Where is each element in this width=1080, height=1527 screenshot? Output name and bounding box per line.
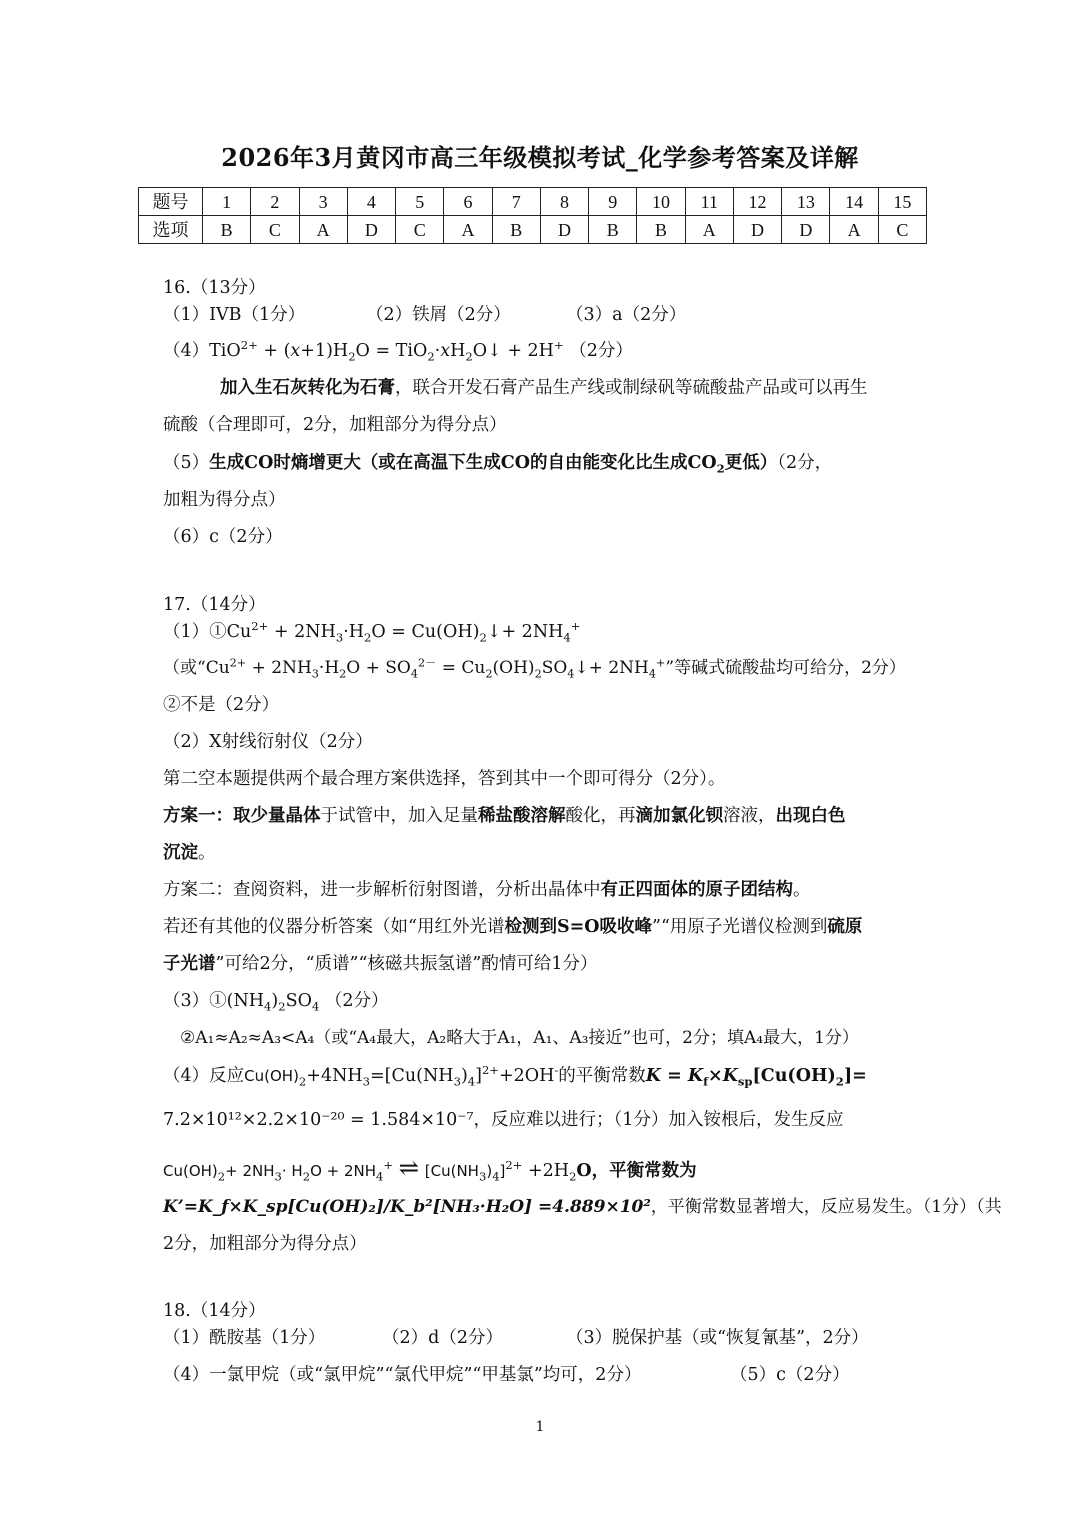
text: Cu(OH)	[163, 1162, 218, 1180]
table-cell: A	[444, 216, 492, 244]
q17-plan1-line2	[163, 845, 216, 863]
text: ]	[475, 1066, 482, 1086]
table-cell: A	[299, 216, 347, 244]
key-point: 滴加氯化钡	[635, 806, 723, 826]
sup: 2－	[418, 656, 437, 670]
key-point: ×K	[708, 1066, 738, 1086]
table-cell: 6	[444, 188, 492, 216]
sup: +	[570, 619, 581, 634]
table-cell: D	[540, 216, 588, 244]
text: (OH)	[264, 1067, 299, 1085]
table-cell: 9	[589, 188, 637, 216]
var: x	[440, 341, 451, 361]
table-cell: 11	[685, 188, 733, 216]
sub: 2	[339, 667, 347, 681]
q16-part3: （3）a（2分）	[566, 305, 687, 325]
text: ”等碱式硫酸盐均可给分，2分）	[665, 658, 906, 678]
sub: 2	[364, 630, 372, 645]
q18-part4: （4）一氯甲烷（或“氯甲烷”“氯代甲烷”“甲基氯”均可，2分）	[163, 1365, 642, 1385]
table-cell: C	[251, 216, 299, 244]
table-cell: 2	[251, 188, 299, 216]
text: ·H	[343, 622, 365, 642]
sub: 4	[264, 999, 272, 1014]
key-point: 加入生石灰转化为石膏	[220, 378, 395, 398]
q17-part1-alt-equation	[163, 656, 906, 681]
sup: +	[553, 338, 564, 353]
text: + 2NH	[246, 658, 312, 678]
text: 若还有其他的仪器分析答案（如“用红外光谱	[163, 917, 505, 937]
key-point: 稀盐酸溶解	[478, 806, 566, 826]
sub: 3	[335, 630, 344, 645]
sup: -	[554, 1063, 559, 1078]
text: 于试管中，加入足量	[320, 806, 478, 826]
q17-other-methods	[163, 919, 862, 937]
key-point: [Cu(OH)	[752, 1066, 836, 1086]
text: )	[271, 991, 279, 1011]
text: （1）①Cu	[163, 622, 252, 642]
table-cell: 13	[782, 188, 830, 216]
q17-part4-line4	[163, 1199, 1002, 1216]
text: 。	[793, 880, 811, 900]
sub: 2	[716, 461, 725, 476]
table-header-answer: 选项	[139, 216, 203, 244]
sup: +	[656, 656, 666, 670]
text: +1)H	[300, 341, 349, 361]
q16-header: 16.（13分）	[163, 278, 266, 298]
q18-header: 18.（14分）	[163, 1301, 266, 1321]
sub: 2	[569, 1169, 577, 1184]
q17-part2-note: 第二空本题提供两个最合理方案供选择，答到其中一个即可得分（2分）。	[163, 769, 726, 789]
q18-part3: （3）脱保护基（或“恢复氰基”，2分）	[566, 1328, 869, 1348]
text: ，联合开发石膏产品生产线或制绿矾等硫酸盐产品或可以再生	[395, 378, 868, 398]
q17-part1-equation	[163, 619, 581, 645]
table-cell: A	[830, 216, 878, 244]
table-cell: 5	[396, 188, 444, 216]
text: O = TiO	[355, 341, 428, 361]
table-cell: C	[878, 216, 926, 244]
answer-table	[138, 187, 927, 244]
sup: 2+	[505, 1158, 523, 1173]
text: （5）	[163, 453, 210, 473]
text: SO	[541, 658, 568, 678]
score: （2分）	[324, 991, 389, 1011]
sub: 4	[467, 1074, 476, 1089]
q16-part4-line2	[220, 380, 868, 398]
text: （或“Cu	[163, 658, 230, 678]
text: )	[486, 1162, 493, 1180]
key-point: K’=K_f×K_sp[Cu(OH)₂]/K_b²[NH₃·H₂O] =4.889×10²	[163, 1197, 651, 1217]
text: +2H	[522, 1161, 570, 1181]
text: +2OH	[498, 1066, 555, 1086]
text: ]	[499, 1162, 506, 1180]
q17-plan2	[163, 882, 811, 900]
sub: 4	[311, 999, 320, 1014]
q16-part6: （6）c（2分）	[163, 527, 283, 547]
text: ↓+ 2NH	[486, 622, 564, 642]
equilibrium-arrow-icon: ⇌	[398, 1153, 420, 1182]
text: 方案二：查阅资料，进一步解析衍射图谱，分析出晶体中	[163, 880, 601, 900]
sub: sp	[737, 1074, 753, 1089]
text: (OH)	[492, 658, 535, 678]
key-point: 沉淀	[163, 843, 198, 863]
text: O + SO	[346, 658, 411, 678]
text: （4）反应	[163, 1066, 245, 1086]
sup: +	[383, 1158, 394, 1173]
sup: 2+	[240, 338, 258, 353]
q17-part3-2: ②A₁≈A₂≈A₃<A₄（或“A₄最大，A₂略大于A₁，A₁、A₃接近”也可，2分；填A₄最大，1分）	[180, 1028, 859, 1048]
table-cell: 12	[733, 188, 781, 216]
q17-part1-2: ②不是（2分）	[163, 695, 280, 715]
q17-header: 17.（14分）	[163, 595, 266, 615]
sub: 3	[362, 1074, 371, 1089]
text: +4NH	[306, 1066, 363, 1086]
sub: 2	[485, 667, 493, 681]
sub: 2	[298, 1074, 307, 1089]
text: O = Cu(OH)	[371, 622, 480, 642]
score: （2分）	[569, 341, 633, 361]
key-point: K = K	[645, 1066, 704, 1086]
text: + 2NH	[268, 622, 336, 642]
q16-part4-equation	[163, 338, 633, 364]
table-cell: 4	[347, 188, 395, 216]
key-point: 出现白色	[775, 806, 846, 826]
q17-part4-line1	[163, 1063, 867, 1089]
key-point: 检测到S=O吸收峰	[504, 917, 652, 937]
table-row-numbers	[139, 188, 927, 216]
table-cell: A	[685, 216, 733, 244]
var: x	[290, 341, 301, 361]
sub: f	[703, 1074, 709, 1089]
key-point: O，平衡常数为	[576, 1161, 697, 1181]
table-cell: 3	[299, 188, 347, 216]
table-cell: B	[589, 216, 637, 244]
sub: 4	[410, 667, 419, 681]
sub: 4	[648, 667, 656, 681]
text: （2分，	[777, 453, 833, 473]
table-cell: D	[782, 216, 830, 244]
q16-part5-line2: 加粗为得分点）	[163, 490, 286, 510]
text: + (	[257, 341, 291, 361]
table-cell: B	[637, 216, 685, 244]
q18-part1: （1）酰胺基（1分）	[163, 1328, 326, 1348]
sub: 2	[835, 1074, 844, 1089]
sub: 3	[274, 1169, 282, 1184]
q17-part4-line2: 7.2×10¹²×2.2×10⁻²⁰ = 1.584×10⁻⁷，反应难以进行；（1分）加入铵根后，发生反应	[163, 1110, 844, 1130]
q17-part3	[163, 991, 389, 1014]
sub: 2	[465, 349, 473, 364]
q17-part4-equation	[163, 1153, 697, 1184]
key-point: 有正四面体的原子团结构	[600, 880, 793, 900]
sub: 4	[376, 1169, 384, 1184]
key-point: 子光谱	[163, 954, 216, 974]
text: [Cu(NH	[424, 1162, 479, 1180]
text: =[Cu(NH	[370, 1066, 454, 1086]
q17-part2: （2）X射线衍射仪（2分）	[163, 732, 373, 752]
sub: 2	[427, 349, 435, 364]
table-cell: 10	[637, 188, 685, 216]
text: ·H	[318, 658, 340, 678]
page-number: 1	[535, 1419, 545, 1435]
key-point: 生成CO时熵增更大（或在高温下生成CO的自由能变化比生成CO	[209, 453, 717, 473]
table-cell: 7	[492, 188, 540, 216]
text: 。	[198, 843, 216, 863]
text: )	[460, 1066, 468, 1086]
key-point: 方案一：取少量晶体	[163, 806, 321, 826]
text: 的平衡常数	[558, 1066, 646, 1086]
sub: 2	[217, 1169, 226, 1184]
sub: 4	[492, 1169, 500, 1184]
text: 酸化，再	[565, 806, 636, 826]
text: （4）TiO	[163, 341, 241, 361]
text: ↓+ 2NH	[574, 658, 649, 678]
text: H	[450, 341, 466, 361]
sup: 2+	[481, 1063, 499, 1078]
sub: 2	[278, 999, 286, 1014]
text: ，平衡常数显著增大，反应易发生。（1分）（共	[650, 1197, 1002, 1217]
q16-part5	[163, 453, 833, 476]
q16-part2: （2）铁屑（2分）	[366, 305, 511, 325]
table-row-answers	[139, 216, 927, 244]
table-cell: B	[203, 216, 251, 244]
key-point: 更低）	[724, 453, 778, 473]
table-cell: 1	[203, 188, 251, 216]
text: = Cu	[436, 658, 486, 678]
text: Cu	[244, 1067, 265, 1085]
sub: 2	[534, 667, 542, 681]
q16-part4-line3: 硫酸（合理即可，2分，加粗部分为得分点）	[163, 415, 507, 435]
text: · H	[281, 1162, 303, 1180]
text: + 2NH	[225, 1162, 275, 1180]
table-cell: 14	[830, 188, 878, 216]
sub: 4	[563, 630, 571, 645]
q17-other-methods-line2	[163, 956, 598, 974]
page-title: 2026年3月黄冈市高三年级模拟考试_化学参考答案及详解	[221, 143, 859, 172]
text: SO	[285, 991, 312, 1011]
text: 溶液，	[723, 806, 776, 826]
q18-part5: （5）c（2分）	[730, 1365, 850, 1385]
q17-plan1	[163, 808, 846, 826]
text: ·	[434, 341, 441, 361]
q18-part2: （2）d（2分）	[382, 1328, 503, 1348]
sup: 2+	[229, 656, 247, 670]
table-header-number: 题号	[139, 188, 203, 216]
key-point: 硫原	[827, 917, 863, 937]
text: O↓ + 2H	[472, 341, 554, 361]
table-cell: 15	[878, 188, 926, 216]
table-cell: B	[492, 216, 540, 244]
text: ”可给2分，“质谱”“核磁共振氢谱”酌情可给1分）	[215, 954, 598, 974]
table-cell: C	[396, 216, 444, 244]
text: （3）①(NH	[163, 991, 265, 1011]
sup: 2+	[251, 619, 269, 634]
q17-part4-line5: 2分，加粗部分为得分点）	[163, 1234, 367, 1254]
sub: 3	[311, 667, 319, 681]
sub: 2	[348, 349, 356, 364]
table-cell: D	[733, 216, 781, 244]
sub: 2	[302, 1169, 311, 1184]
table-cell: D	[347, 216, 395, 244]
key-point: ]=	[843, 1066, 867, 1086]
sub: 3	[453, 1074, 461, 1089]
sub: 4	[567, 667, 575, 681]
table-cell: 8	[540, 188, 588, 216]
sub: 3	[478, 1169, 487, 1184]
text: ”“用原子光谱仪检测到	[652, 917, 828, 937]
sub: 2	[479, 630, 487, 645]
text: O + 2NH	[310, 1162, 377, 1180]
q16-part1: （1）IVB（1分）	[163, 305, 306, 325]
